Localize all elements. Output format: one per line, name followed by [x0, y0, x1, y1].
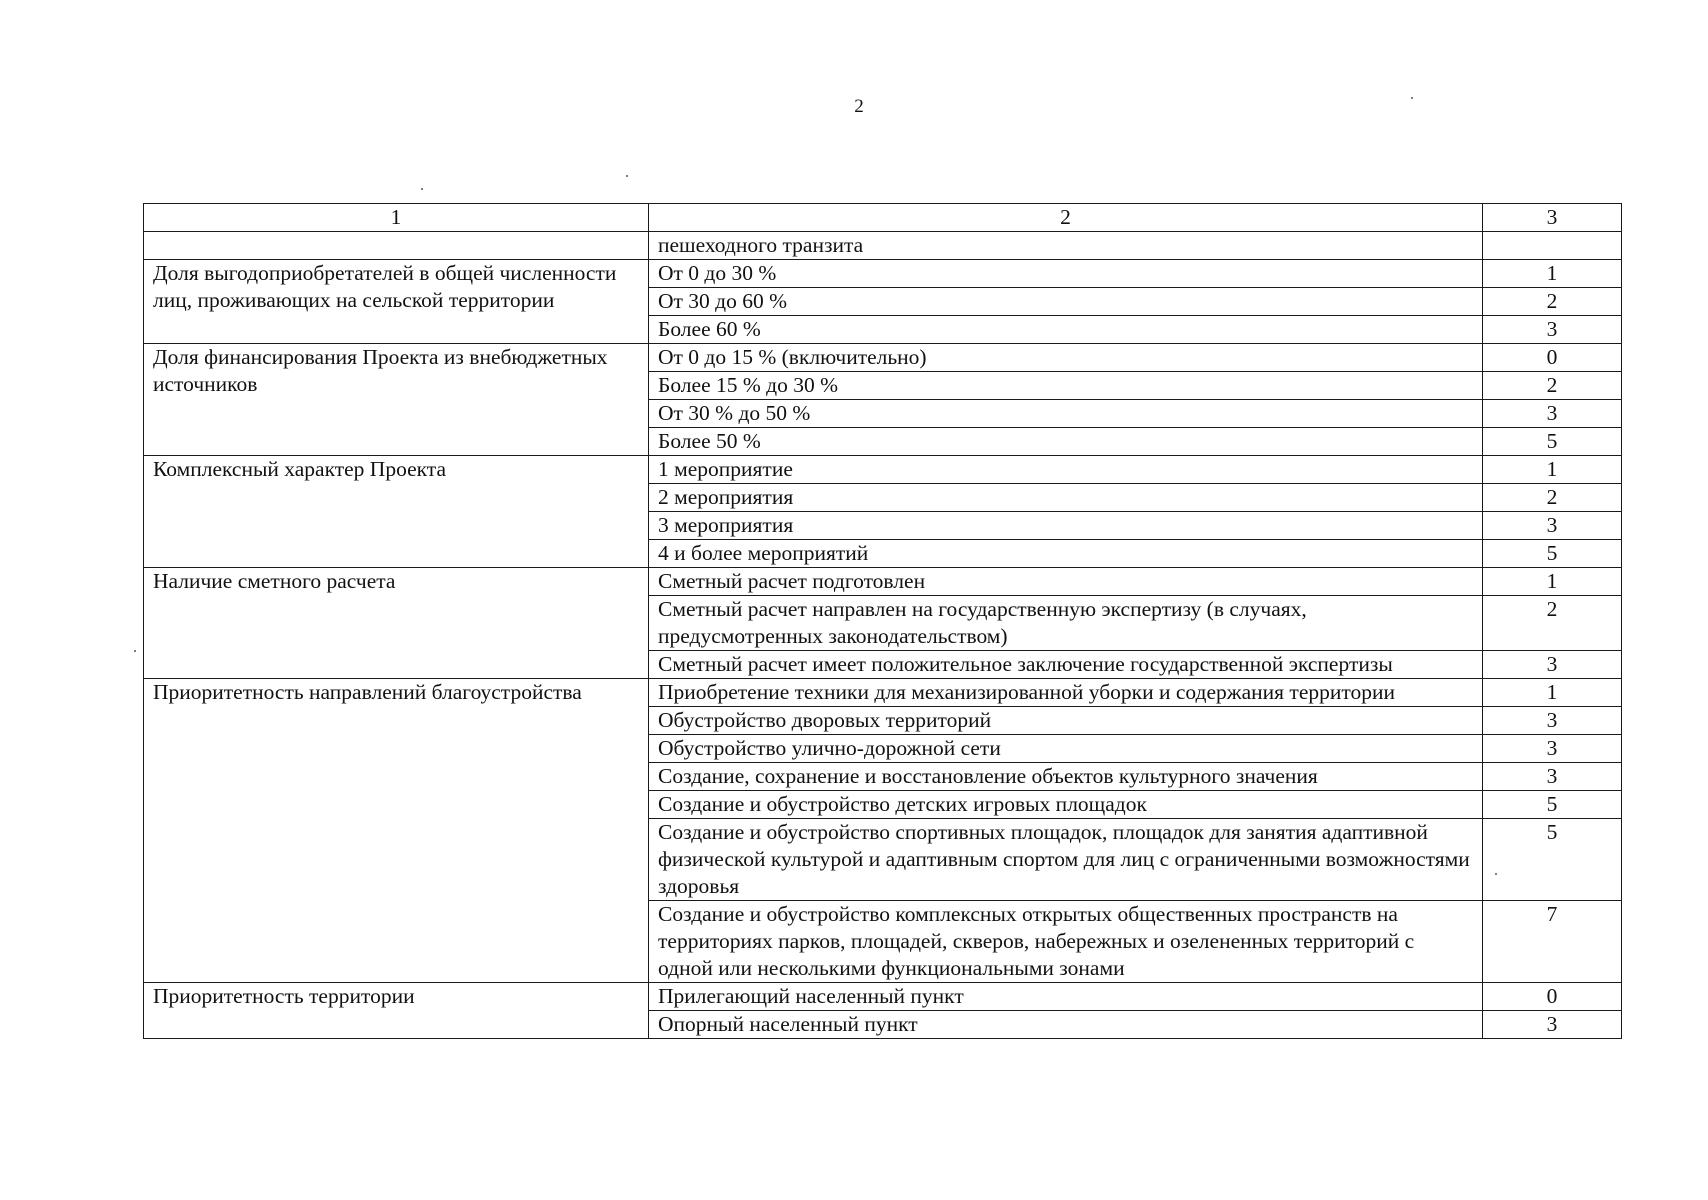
option-cell: 1 мероприятие: [649, 456, 1483, 484]
page-number: 2: [854, 96, 864, 117]
option-cell: Создание, сохранение и восстановление объектов культурного значения: [649, 763, 1483, 791]
criterion-cell: Комплексный характер Проекта: [144, 456, 649, 568]
score-cell: 3: [1483, 316, 1622, 344]
column-number-2: 2: [649, 204, 1483, 232]
score-cell: 0: [1483, 983, 1622, 1011]
score-cell: 3: [1483, 400, 1622, 428]
scan-speck: [134, 650, 136, 652]
scan-speck: [1495, 873, 1497, 875]
option-cell: Сметный расчет направлен на государственную экспертизу (в случаях, предусмотренных законодательством): [649, 596, 1483, 651]
score-cell: 2: [1483, 596, 1622, 651]
table-header-row: [144, 204, 1622, 232]
scan-speck: [626, 175, 628, 177]
scan-speck: [421, 188, 423, 190]
option-cell: Более 60 %: [649, 316, 1483, 344]
option-cell: Создание и обустройство детских игровых площадок: [649, 791, 1483, 819]
score-cell: 5: [1483, 819, 1622, 901]
option-cell: Опорный населенный пункт: [649, 1011, 1483, 1039]
score-cell: 3: [1483, 512, 1622, 540]
option-cell: Более 50 %: [649, 428, 1483, 456]
column-number-1: 1: [144, 204, 649, 232]
table-row: [144, 568, 1622, 596]
option-cell: Более 15 % до 30 %: [649, 372, 1483, 400]
option-cell: Приобретение техники для механизированной уборки и содержания территории: [649, 679, 1483, 707]
score-cell: 3: [1483, 1011, 1622, 1039]
score-cell: 2: [1483, 372, 1622, 400]
score-cell: 3: [1483, 735, 1622, 763]
score-cell: 3: [1483, 763, 1622, 791]
option-cell: От 30 % до 50 %: [649, 400, 1483, 428]
score-cell: 2: [1483, 288, 1622, 316]
table-row: [144, 344, 1622, 372]
criterion-cell: Доля выгодоприобретателей в общей численности лиц, проживающих на сельской территории: [144, 260, 649, 344]
score-cell: 5: [1483, 428, 1622, 456]
table-row: [144, 260, 1622, 288]
criterion-cell: Наличие сметного расчета: [144, 568, 649, 679]
score-cell: 5: [1483, 791, 1622, 819]
criterion-cell: Приоритетность направлений благоустройства: [144, 679, 649, 983]
scan-speck: [1411, 97, 1413, 99]
criterion-cell: Приоритетность территории: [144, 983, 649, 1039]
score-cell: 1: [1483, 568, 1622, 596]
score-cell: 1: [1483, 679, 1622, 707]
continuation-row: [144, 232, 1622, 260]
table-row: [144, 679, 1622, 707]
option-cell: Сметный расчет имеет положительное заключение государственной экспертизы: [649, 651, 1483, 679]
table-row: [144, 456, 1622, 484]
continuation-score-cell: [1483, 232, 1622, 260]
continuation-option-cell: пешеходного транзита: [649, 232, 1483, 260]
option-cell: Обустройство улично-дорожной сети: [649, 735, 1483, 763]
option-cell: От 0 до 15 % (включительно): [649, 344, 1483, 372]
criteria-table: [143, 203, 1622, 1039]
option-cell: Прилегающий населенный пункт: [649, 983, 1483, 1011]
option-cell: Создание и обустройство спортивных площадок, площадок для занятия адаптивной физической культурой и адаптивным спортом для лиц с ограниченными возможностями здоровья: [649, 819, 1483, 901]
score-cell: 3: [1483, 707, 1622, 735]
option-cell: 4 и более мероприятий: [649, 540, 1483, 568]
option-cell: От 30 до 60 %: [649, 288, 1483, 316]
table-row: [144, 983, 1622, 1011]
score-cell: 3: [1483, 651, 1622, 679]
score-cell: 5: [1483, 540, 1622, 568]
score-cell: 1: [1483, 456, 1622, 484]
option-cell: От 0 до 30 %: [649, 260, 1483, 288]
criteria-table-body: [144, 204, 1622, 1039]
option-cell: 2 мероприятия: [649, 484, 1483, 512]
score-cell: 7: [1483, 901, 1622, 983]
score-cell: 2: [1483, 484, 1622, 512]
continuation-criterion-cell: [144, 232, 649, 260]
option-cell: Создание и обустройство комплексных открытых общественных пространств на территориях парков, площадей, скверов, набережных и озелененных территорий с одной или несколькими функциональными зонами: [649, 901, 1483, 983]
option-cell: Сметный расчет подготовлен: [649, 568, 1483, 596]
column-number-3: 3: [1483, 204, 1622, 232]
option-cell: 3 мероприятия: [649, 512, 1483, 540]
option-cell: Обустройство дворовых территорий: [649, 707, 1483, 735]
score-cell: 0: [1483, 344, 1622, 372]
score-cell: 1: [1483, 260, 1622, 288]
criterion-cell: Доля финансирования Проекта из внебюджетных источников: [144, 344, 649, 456]
